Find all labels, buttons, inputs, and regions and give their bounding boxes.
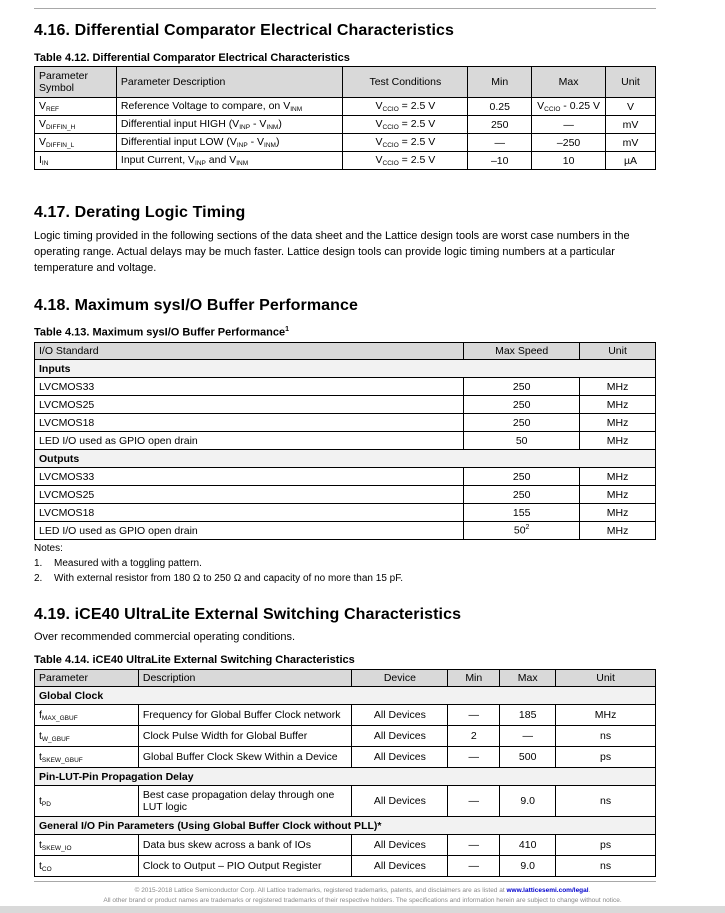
group-row-inputs: Inputs — [35, 360, 656, 378]
table-row — [35, 152, 656, 170]
test-condition: $V_{CCIO} = 2.5$ V — [343, 152, 468, 170]
table-notes — [34, 541, 403, 586]
table-row: $t_{SKEW\_GBUF}$ Global Buffer Clock Skew Within a Device All Devices — 500 ps — [35, 747, 656, 768]
col-header-unit: Unit — [556, 670, 656, 687]
param-description: Differential input HIGH $(V_{INP} - V_{INM})$ — [116, 116, 343, 134]
legal-link[interactable]: www.latticesemi.com/legal — [506, 887, 589, 894]
table-4-12 — [34, 66, 656, 170]
group-row-global-clock: Global Clock — [35, 687, 656, 705]
min-value: — — [468, 134, 532, 152]
col-header-description: Description — [138, 670, 352, 687]
col-header-description: Parameter Description — [116, 67, 343, 98]
table-header-row — [35, 343, 656, 360]
table-row: $f_{MAX\_GBUF}$ Frequency for Global Buffer Clock network All Devices — 185 MHz — [35, 705, 656, 726]
table-row — [35, 134, 656, 152]
param-symbol: $I_{IN}$ — [35, 152, 117, 170]
footer-trademarks: All other brand or product names are trademarks or registered trademarks of their respective holders. The specifications and information herein are subject to change without notice. — [103, 897, 622, 904]
unit-value: mV — [606, 116, 656, 134]
max-value: –250 — [532, 134, 606, 152]
table-caption-4-12: Table 4.12. Differential Comparator Electrical Characteristics — [34, 52, 350, 64]
notes-title: Notes: — [34, 543, 63, 554]
table-header-row — [35, 67, 656, 98]
param-symbol: $V_{DIFFIN\_H}$ — [35, 116, 117, 134]
table-row: LVCMOS18 250 MHz — [35, 414, 656, 432]
min-value: –10 — [468, 152, 532, 170]
group-row-propagation: Pin-LUT-Pin Propagation Delay — [35, 768, 656, 786]
unit-value: V — [606, 98, 656, 116]
max-value: 10 — [532, 152, 606, 170]
footer-copyright: © 2015-2018 Lattice Semiconductor Corp. All Lattice trademarks, registered trademarks, patents, and disclaimers are as listed at www.latticesemi.com/legal. — [134, 887, 591, 894]
table-caption-4-13: Table 4.13. Maximum sysI/O Buffer Performance$^1$ — [34, 326, 289, 339]
param-description: Reference Voltage to compare, on $V_{INM}$ — [116, 98, 343, 116]
col-header-min: Min — [448, 670, 500, 687]
col-header-unit: Unit — [606, 67, 656, 98]
table-row: LED I/O used as GPIO open drain 50 MHz — [35, 432, 656, 450]
note-item: 1. Measured with a toggling pattern. — [34, 558, 202, 569]
section-intro: Over recommended commercial operating conditions. — [34, 631, 296, 643]
param-description: Differential input LOW $(V_{INP} - V_{INM})$ — [116, 134, 343, 152]
table-4-13 — [34, 342, 656, 540]
col-header-min: Min — [468, 67, 532, 98]
derating-paragraph: Logic timing provided in the following sections of the data sheet and the Lattice design tools are worst case numbers in the operating range. Actual delays may be much faster. Lattice design tools can provide logic timing numbers at a particular temperature and voltage. — [34, 230, 630, 274]
footer-rule — [34, 881, 656, 882]
table-row: LVCMOS25 250 MHz — [35, 396, 656, 414]
col-header-io-standard: I/O Standard — [35, 343, 464, 360]
header-rule — [34, 8, 656, 9]
table-4-14 — [34, 669, 656, 877]
table-row: LED I/O used as GPIO open drain $50^2$ MHz — [35, 522, 656, 540]
unit-value: µA — [606, 152, 656, 170]
col-header-device: Device — [352, 670, 448, 687]
table-row: $t_{PD}$ Best case propagation delay through one LUT logic All Devices — 9.0 ns — [35, 786, 656, 817]
group-row-general-io: General I/O Pin Parameters (Using Global Buffer Clock without PLL)* — [35, 817, 656, 835]
min-value: 0.25 — [468, 98, 532, 116]
col-header-parameter: Parameter — [35, 670, 139, 687]
table-row — [35, 98, 656, 116]
table-row: LVCMOS33 250 MHz — [35, 378, 656, 396]
table-row: LVCMOS25 250 MHz — [35, 486, 656, 504]
min-value: 250 — [468, 116, 532, 134]
test-condition: $V_{CCIO} = 2.5$ V — [343, 116, 468, 134]
col-header-unit: Unit — [580, 343, 656, 360]
table-header-row — [35, 670, 656, 687]
table-row: $t_{SKEW\_IO}$ Data bus skew across a bank of IOs All Devices — 410 ps — [35, 835, 656, 856]
test-condition: $V_{CCIO} = 2.5$ V — [343, 134, 468, 152]
table-row: $t_{CO}$ Clock to Output – PIO Output Register All Devices — 9.0 ns — [35, 856, 656, 877]
table-row — [35, 116, 656, 134]
col-header-symbol: Parameter Symbol — [35, 67, 117, 98]
table-row: $t_{W\_GBUF}$ Clock Pulse Width for Global Buffer All Devices 2 — ns — [35, 726, 656, 747]
table-row: LVCMOS18 155 MHz — [35, 504, 656, 522]
viewer-bottom-bar — [0, 906, 725, 913]
col-header-conditions: Test Conditions — [343, 67, 468, 98]
section-heading-4-19: 4.19. iCE40 UltraLite External Switching Characteristics — [34, 606, 462, 623]
max-value: — — [532, 116, 606, 134]
param-symbol: $V_{REF}$ — [35, 98, 117, 116]
group-row-outputs: Outputs — [35, 450, 656, 468]
table-caption-4-14: Table 4.14. iCE40 UltraLite External Switching Characteristics — [34, 654, 355, 666]
param-symbol: $V_{DIFFIN\_L}$ — [35, 134, 117, 152]
col-header-max: Max — [500, 670, 556, 687]
note-item: 2. With external resistor from 180 Ω to 250 Ω and capacity of no more than 15 pF. — [34, 573, 404, 584]
param-description: Input Current, $V_{INP}$ and $V_{INM}$ — [116, 152, 343, 170]
unit-value: mV — [606, 134, 656, 152]
col-header-max-speed: Max Speed — [464, 343, 580, 360]
table-row: LVCMOS33 250 MHz — [35, 468, 656, 486]
section-heading-4-17: 4.17. Derating Logic Timing — [34, 204, 246, 221]
col-header-max: Max — [532, 67, 606, 98]
test-condition: $V_{CCIO} = 2.5$ V — [343, 98, 468, 116]
section-heading-4-16: 4.16. Differential Comparator Electrical Characteristics — [34, 22, 454, 39]
section-heading-4-18: 4.18. Maximum sysI/O Buffer Performance — [34, 297, 359, 314]
max-value: $V_{CCIO} - 0.25$ V — [532, 98, 606, 116]
